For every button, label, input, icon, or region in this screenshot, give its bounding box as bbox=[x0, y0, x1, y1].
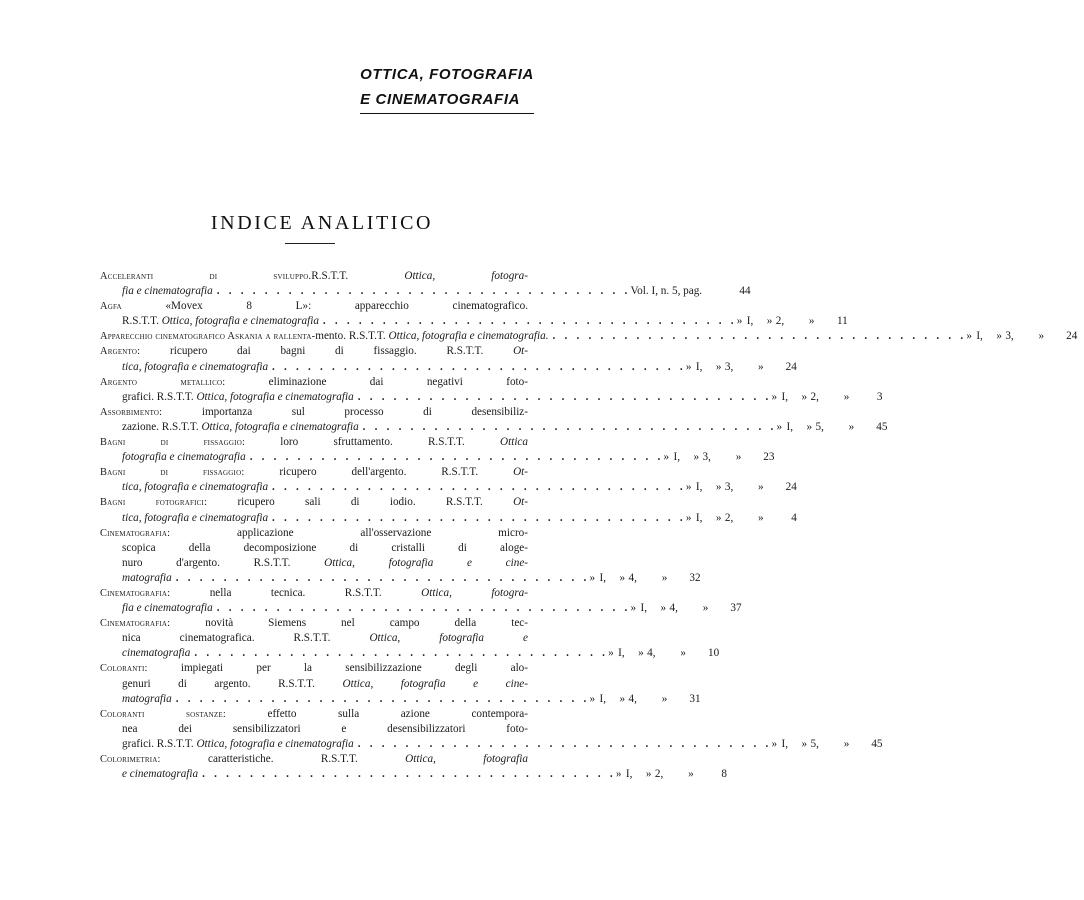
index-entry-continuation bbox=[100, 450, 775, 465]
ditto-mark: » bbox=[688, 768, 694, 781]
title-rule bbox=[285, 243, 335, 244]
entry-source: Ottica, fotografia e cinematografia bbox=[161, 315, 319, 328]
entry-text bbox=[100, 586, 528, 601]
entry-source: Ot- bbox=[513, 466, 528, 479]
ditto-mark: » bbox=[660, 602, 667, 615]
index-entry-continuation bbox=[100, 556, 528, 571]
reference-volume: I, bbox=[599, 692, 607, 705]
entry-text bbox=[100, 616, 528, 631]
index-entry bbox=[100, 707, 528, 722]
entry-description: scopica della decomposizione di cristalli di aloge- bbox=[122, 541, 528, 554]
index-entry-continuation bbox=[100, 692, 701, 707]
entry-description: nuro d'argento. R.S.T.T. bbox=[122, 556, 325, 569]
entry-source: Ot- bbox=[513, 345, 528, 358]
entry-text bbox=[100, 737, 354, 752]
reference-page: 3 bbox=[876, 390, 883, 403]
entry-reference bbox=[966, 329, 1084, 344]
reference-volume: I, bbox=[625, 768, 633, 781]
entry-description: mento. R.S.T.T. bbox=[315, 330, 389, 343]
reference-number: 3, bbox=[724, 481, 734, 494]
ditto-mark: » bbox=[735, 451, 742, 464]
index-entry-continuation bbox=[100, 571, 701, 586]
ditto-mark: » bbox=[758, 511, 764, 524]
reference-volume: I, bbox=[781, 390, 789, 403]
reference-volume: I, bbox=[746, 315, 754, 328]
reference-page: 45 bbox=[876, 420, 888, 433]
ditto-mark: » bbox=[771, 737, 778, 750]
dot-leader: . . . . . . . . . . . . . . . . . . . . . . . . . . . . . . . . . . . bbox=[272, 360, 686, 373]
entry-description: R.S.T.T. bbox=[311, 270, 405, 282]
index-entry-continuation bbox=[100, 722, 528, 737]
entry-description: nica cinematografica. R.S.T.T. bbox=[122, 632, 370, 645]
entry-text bbox=[100, 571, 172, 586]
entry-reference bbox=[686, 511, 804, 526]
header-line-2: E CINEMATOGRAFIA bbox=[360, 87, 534, 114]
dot-leader: . . . . . . . . . . . . . . . . . . . . . . . . . . . . . . . . . . . bbox=[322, 315, 737, 328]
entry-text bbox=[100, 284, 213, 299]
page-title: INDICE ANALITICO bbox=[210, 212, 434, 234]
index-entries bbox=[100, 269, 1078, 782]
dot-leader: . . . . . . . . . . . . . . . . . . . . . . . . . . . . . . . . . . . bbox=[216, 285, 631, 298]
reference-number: 3, bbox=[1005, 330, 1014, 343]
entry-description: importanza sul processo di desensibiliz- bbox=[162, 405, 528, 418]
index-entry bbox=[100, 435, 528, 450]
index-entry-continuation bbox=[100, 646, 720, 661]
entry-term: Argento: bbox=[100, 346, 141, 358]
entry-source: fia e cinematografia bbox=[122, 602, 213, 615]
reference-volume: I, bbox=[640, 602, 648, 615]
reference-volume: I, bbox=[673, 451, 681, 464]
index-entry bbox=[100, 375, 528, 390]
ditto-mark: » bbox=[619, 571, 626, 584]
entry-reference bbox=[686, 480, 804, 495]
entry-source: Ottica, fotogra- bbox=[421, 586, 528, 599]
reference-page: 11 bbox=[836, 315, 848, 328]
ditto-mark: » bbox=[966, 330, 972, 343]
reference-page: 10 bbox=[707, 647, 720, 660]
ditto-mark: » bbox=[758, 481, 764, 494]
index-entry bbox=[100, 405, 528, 420]
entry-term: Bagni fotografici: bbox=[100, 497, 208, 509]
index-entry-continuation bbox=[100, 360, 797, 375]
reference-number: 5, bbox=[810, 737, 819, 750]
entry-reference bbox=[772, 737, 890, 752]
dot-leader: . . . . . . . . . . . . . . . . . . . . . . . . . . . . . . . . . . . bbox=[175, 571, 590, 584]
index-entry bbox=[100, 526, 528, 541]
entry-source: Ottica, fotografia e cinematografia. bbox=[388, 330, 549, 343]
reference-number: 4, bbox=[647, 647, 656, 660]
entry-reference bbox=[631, 284, 751, 299]
index-entry bbox=[100, 344, 528, 359]
dot-leader: . . . . . . . . . . . . . . . . . . . . . . . . . . . . . . . . . . . bbox=[357, 390, 772, 403]
entry-source: Ottica bbox=[500, 436, 528, 449]
entry-description: novità Siemens nel campo della tec- bbox=[170, 617, 528, 630]
ditto-mark: » bbox=[848, 420, 855, 433]
entry-reference bbox=[737, 314, 855, 329]
index-entry-continuation bbox=[100, 480, 797, 495]
ditto-mark: » bbox=[736, 315, 743, 328]
entry-text bbox=[100, 360, 268, 375]
ditto-mark: » bbox=[1038, 330, 1045, 343]
entry-text bbox=[100, 314, 319, 329]
entry-text bbox=[100, 692, 172, 707]
entry-source: tica, fotografia e cinematografia bbox=[122, 511, 269, 524]
entry-text bbox=[100, 375, 528, 390]
reference-page: 31 bbox=[689, 692, 701, 705]
index-entry-continuation bbox=[100, 677, 528, 692]
entry-source: Ottica, fotografia e cine- bbox=[324, 556, 529, 569]
entry-description: genuri di argento. R.S.T.T. bbox=[122, 677, 343, 690]
entry-description: nella tecnica. R.S.T.T. bbox=[170, 586, 422, 599]
index-entry-continuation bbox=[100, 541, 528, 556]
dot-leader: . . . . . . . . . . . . . . . . . . . . . . . . . . . . . . . . . . . bbox=[357, 737, 772, 750]
entry-source: Ottica, fotogra- bbox=[404, 270, 528, 282]
ditto-mark: » bbox=[630, 602, 637, 615]
reference-volume: Vol. I, n. 5, pag. bbox=[630, 285, 703, 298]
entry-text bbox=[100, 631, 528, 646]
entry-description: ricupero sali di iodio. R.S.T.T. bbox=[207, 496, 514, 509]
ditto-mark: » bbox=[801, 737, 808, 750]
entry-text bbox=[100, 722, 528, 737]
entry-text bbox=[100, 646, 190, 661]
index-entry-continuation bbox=[100, 737, 883, 752]
entry-text bbox=[100, 556, 528, 571]
entry-description: applicazione all'osservazione micro- bbox=[170, 526, 528, 539]
reference-volume: I, bbox=[786, 420, 793, 433]
ditto-mark: » bbox=[715, 481, 722, 494]
entry-text bbox=[100, 511, 268, 526]
entry-text bbox=[100, 450, 246, 465]
ditto-mark: » bbox=[758, 360, 764, 373]
dot-leader: . . . . . . . . . . . . . . . . . . . . . . . . . . . . . . . . . . . bbox=[552, 330, 967, 343]
reference-number: 4, bbox=[628, 692, 637, 705]
entry-text bbox=[100, 435, 528, 450]
ditto-mark: » bbox=[996, 330, 1002, 343]
entry-source: fia e cinematografia bbox=[122, 285, 213, 298]
entry-term: Bagni di fissaggio: bbox=[100, 437, 246, 449]
entry-term: Bagni di fissaggio: bbox=[100, 467, 245, 479]
entry-text bbox=[100, 707, 528, 722]
reference-page: 37 bbox=[730, 602, 742, 615]
entry-term: Coloranti sostanze: bbox=[100, 708, 226, 720]
entry-source: tica, fotografia e cinematografia bbox=[122, 481, 269, 494]
entry-text bbox=[100, 526, 528, 541]
ditto-mark: » bbox=[685, 481, 692, 494]
reference-page: 23 bbox=[763, 451, 775, 464]
ditto-mark: » bbox=[766, 315, 773, 328]
entry-term: Cinematografia: bbox=[100, 527, 171, 539]
dot-leader: . . . . . . . . . . . . . . . . . . . . . . . . . . . . . . . . . . . bbox=[202, 768, 616, 781]
reference-volume: I, bbox=[781, 737, 789, 750]
reference-number: 4, bbox=[628, 571, 637, 584]
entry-term: Assorbimento: bbox=[100, 406, 163, 418]
entry-source: matografia bbox=[122, 692, 172, 705]
index-entry-continuation bbox=[100, 601, 742, 616]
entry-description: effetto sulla azione contempora- bbox=[225, 707, 528, 720]
dot-leader: . . . . . . . . . . . . . . . . . . . . . . . . . . . . . . . . . . . bbox=[272, 481, 686, 494]
ditto-mark: » bbox=[645, 768, 652, 781]
entry-reference bbox=[776, 420, 894, 435]
ditto-mark: » bbox=[776, 420, 783, 433]
entry-text bbox=[100, 661, 528, 676]
ditto-mark: » bbox=[843, 737, 850, 750]
ditto-mark: » bbox=[843, 390, 850, 403]
entry-source: e cinematografia bbox=[122, 768, 199, 781]
ditto-mark: » bbox=[801, 390, 808, 403]
entry-term: Coloranti: bbox=[100, 663, 148, 675]
reference-page: 45 bbox=[871, 737, 883, 750]
entry-reference bbox=[663, 450, 781, 465]
entry-reference bbox=[590, 692, 708, 707]
dot-leader: . . . . . . . . . . . . . . . . . . . . . . . . . . . . . . . . . . . bbox=[249, 451, 664, 464]
index-entry-continuation bbox=[100, 511, 797, 526]
entry-text bbox=[100, 601, 213, 616]
ditto-mark: » bbox=[663, 451, 670, 464]
reference-page: 24 bbox=[785, 360, 797, 373]
ditto-mark: » bbox=[771, 390, 778, 403]
reference-page: 32 bbox=[689, 571, 701, 584]
entry-source: fotografia e cinematografia bbox=[122, 451, 246, 464]
index-entry bbox=[100, 661, 528, 676]
reference-volume: I, bbox=[695, 511, 703, 524]
entry-text bbox=[100, 752, 528, 767]
reference-number: 3, bbox=[724, 360, 734, 373]
reference-number: 2, bbox=[654, 768, 664, 781]
entry-text bbox=[100, 495, 528, 510]
ditto-mark: » bbox=[693, 451, 700, 464]
entry-text bbox=[100, 465, 528, 480]
entry-term: Cinematografia: bbox=[100, 618, 171, 630]
ditto-mark: » bbox=[661, 571, 668, 584]
index-entry bbox=[100, 269, 528, 284]
ditto-mark: » bbox=[661, 692, 668, 705]
reference-page: 24 bbox=[1066, 330, 1078, 343]
entry-text bbox=[100, 541, 528, 556]
entry-source: Ottica, fotografia e cine- bbox=[342, 677, 528, 690]
entry-source: Ottica, fotografia e cinematografia bbox=[196, 390, 354, 403]
entry-text bbox=[100, 269, 528, 284]
dot-leader: . . . . . . . . . . . . . . . . . . . . . . . . . . . . . . . . . . . bbox=[216, 602, 631, 615]
entry-description: eliminazione dai negativi foto- bbox=[225, 375, 528, 388]
running-header bbox=[360, 62, 534, 114]
entry-description: R.S.T.T. bbox=[122, 315, 162, 328]
entry-description: ricupero dai bagni di fissaggio. R.S.T.T. bbox=[140, 345, 514, 358]
ditto-mark: » bbox=[608, 647, 614, 660]
dot-leader: . . . . . . . . . . . . . . . . . . . . . . . . . . . . . . . . . . . bbox=[362, 420, 777, 433]
reference-page: 44 bbox=[739, 285, 751, 298]
entry-description: impiegati per la sensibilizzazione degli alo- bbox=[147, 662, 528, 675]
entry-text bbox=[100, 329, 549, 344]
entry-source: cinematografia bbox=[122, 647, 191, 660]
entry-text bbox=[100, 767, 198, 782]
ditto-mark: » bbox=[715, 511, 722, 524]
ditto-mark: » bbox=[638, 647, 644, 660]
dot-leader: . . . . . . . . . . . . . . . . . . . . . . . . . . . . . . . . . . . bbox=[194, 647, 609, 660]
entry-reference bbox=[616, 767, 734, 782]
index-entry-continuation bbox=[100, 631, 528, 646]
ditto-mark: » bbox=[685, 360, 692, 373]
ditto-mark: » bbox=[680, 647, 686, 660]
reference-number: 5, bbox=[815, 420, 824, 433]
entry-source: Ottica, fotografia bbox=[405, 753, 528, 765]
entry-source: Ottica, fotografia e cinematografia bbox=[201, 420, 359, 433]
entry-text bbox=[100, 420, 359, 435]
reference-volume: I, bbox=[618, 647, 625, 660]
entry-description: caratteristiche. R.S.T.T. bbox=[160, 753, 406, 765]
ditto-mark: » bbox=[702, 602, 709, 615]
entry-text bbox=[100, 480, 268, 495]
entry-description: ricupero dell'argento. R.S.T.T. bbox=[244, 466, 514, 479]
ditto-mark: » bbox=[615, 768, 622, 781]
index-entry bbox=[100, 586, 528, 601]
entry-term: Argento metallico: bbox=[100, 376, 226, 388]
ditto-mark: » bbox=[685, 511, 692, 524]
reference-number: 3, bbox=[702, 451, 711, 464]
dot-leader: . . . . . . . . . . . . . . . . . . . . . . . . . . . . . . . . . . . bbox=[175, 692, 590, 705]
ditto-mark: » bbox=[715, 360, 722, 373]
ditto-mark: » bbox=[589, 692, 596, 705]
entry-text bbox=[100, 390, 354, 405]
index-entry bbox=[100, 329, 1078, 344]
entry-description: grafici. R.S.T.T. bbox=[122, 390, 197, 403]
reference-volume: I, bbox=[695, 360, 703, 373]
index-entry bbox=[100, 299, 528, 314]
index-entry-continuation bbox=[100, 390, 883, 405]
reference-number: 2, bbox=[775, 315, 785, 328]
reference-number: 2, bbox=[810, 390, 819, 403]
entry-description: loro sfruttamento. R.S.T.T. bbox=[245, 436, 501, 449]
reference-number: 2, bbox=[724, 511, 734, 524]
entry-source: Ot- bbox=[513, 496, 529, 509]
index-entry-continuation bbox=[100, 767, 727, 782]
header-line-1: OTTICA, FOTOGRAFIA bbox=[360, 66, 534, 83]
entry-text bbox=[100, 677, 528, 692]
ditto-mark: » bbox=[589, 571, 596, 584]
ditto-mark: » bbox=[806, 420, 813, 433]
entry-text bbox=[100, 405, 528, 420]
entry-reference bbox=[631, 601, 749, 616]
reference-page: 24 bbox=[785, 481, 797, 494]
ditto-mark: » bbox=[619, 692, 626, 705]
index-entry-continuation bbox=[100, 314, 848, 329]
entry-term: Acceleranti di sviluppo. bbox=[100, 271, 312, 282]
entry-description: grafici. R.S.T.T. bbox=[122, 737, 197, 750]
reference-volume: I, bbox=[695, 481, 703, 494]
entry-term: Agfa bbox=[100, 301, 122, 313]
index-entry-continuation bbox=[100, 420, 888, 435]
entry-text bbox=[100, 299, 528, 314]
entry-source: matografia bbox=[122, 571, 172, 584]
entry-reference bbox=[686, 360, 804, 375]
index-entry-continuation bbox=[100, 284, 751, 299]
reference-page: 4 bbox=[791, 511, 797, 524]
entry-reference bbox=[772, 390, 890, 405]
ditto-mark: » bbox=[808, 315, 815, 328]
entry-description: zazione. R.S.T.T. bbox=[122, 420, 202, 433]
entry-reference bbox=[590, 571, 708, 586]
reference-volume: I, bbox=[976, 330, 983, 343]
entry-text bbox=[100, 344, 528, 359]
index-entry bbox=[100, 495, 528, 510]
entry-reference bbox=[608, 646, 726, 661]
reference-volume: I, bbox=[599, 571, 607, 584]
entry-source: tica, fotografia e cinematografia bbox=[122, 360, 269, 373]
reference-number: 4, bbox=[669, 602, 678, 615]
entry-description: nea dei sensibilizzatori e desensibilizzatori foto- bbox=[122, 722, 528, 735]
index-entry bbox=[100, 752, 528, 767]
reference-page: 8 bbox=[721, 768, 727, 781]
index-entry bbox=[100, 465, 528, 480]
entry-term: Apparecchio cinematografico Askania a rallenta- bbox=[100, 331, 316, 343]
entry-source: Ottica, fotografia e cinematografia bbox=[196, 737, 354, 750]
entry-source: Ottica, fotografia e bbox=[369, 632, 528, 645]
dot-leader: . . . . . . . . . . . . . . . . . . . . . . . . . . . . . . . . . . . bbox=[272, 511, 686, 524]
entry-description: «Movex 8 L»: apparecchio cinematografico. bbox=[121, 300, 528, 313]
index-entry bbox=[100, 616, 528, 631]
entry-term: Cinematografia: bbox=[100, 587, 171, 599]
entry-term: Colorimetria: bbox=[100, 754, 161, 765]
